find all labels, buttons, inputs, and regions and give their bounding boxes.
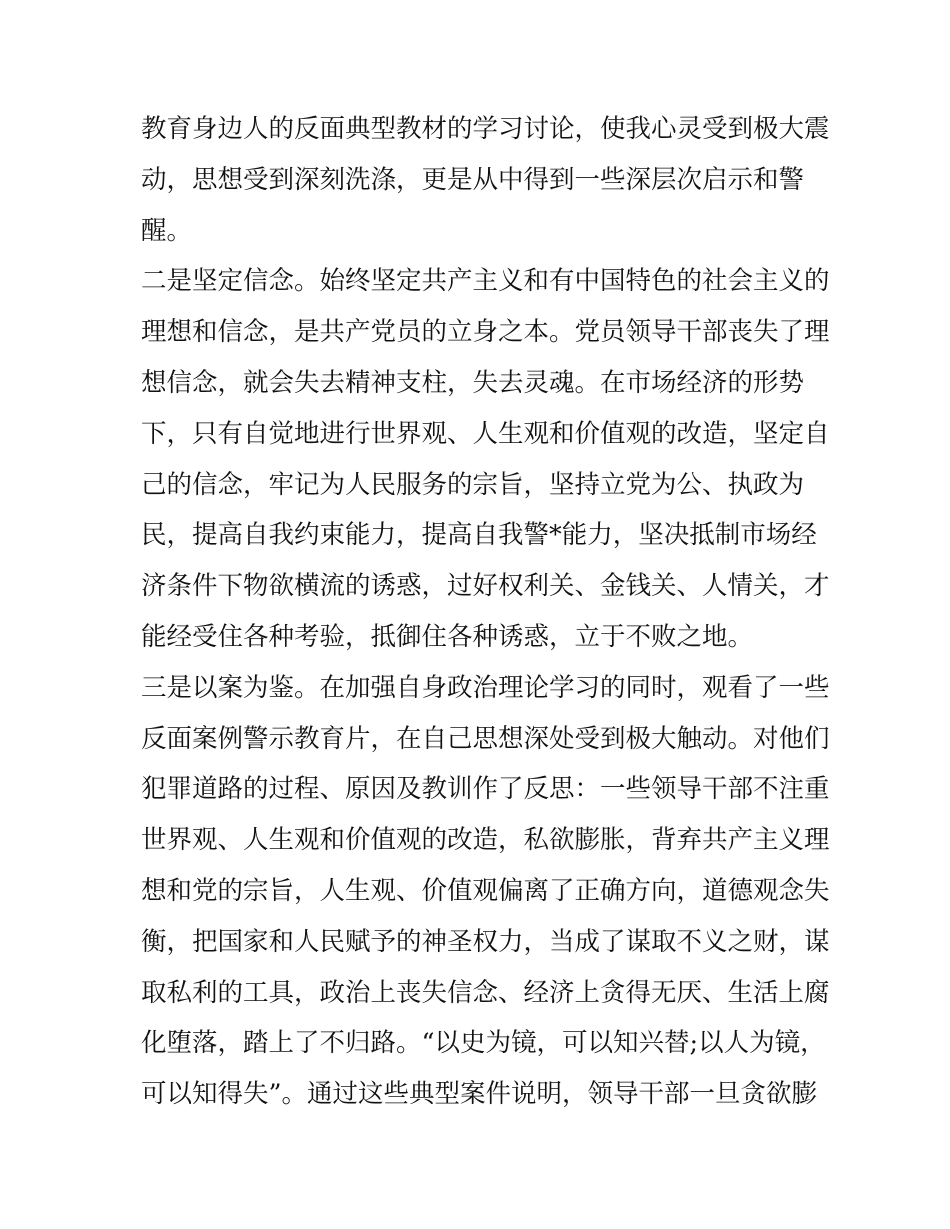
text-line: 想信念，就会失去精神支柱，失去灵魂。在市场经济的形势 [141, 367, 805, 398]
body-text [141, 104, 830, 1120]
text-line: 理想和信念，是共产党员的立身之本。党员领导干部丧失了理 [141, 317, 830, 348]
text-line: 己的信念，牢记为人民服务的宗旨，坚持立党为公、执政为 [141, 469, 805, 500]
text-line: 二是坚定信念。始终坚定共产主义和有中国特色的社会主义的 [141, 266, 830, 297]
text-line: 教育身边人的反面典型教材的学习讨论，使我心灵受到极大震 [141, 114, 830, 144]
text-line: 反面案例警示教育片，在自己思想深处受到极大触动。对他们 [141, 723, 830, 754]
text-line: 济条件下物欲横流的诱惑，过好权利关、金钱关、人情关，才 [141, 571, 830, 602]
text-line: 醒。 [141, 215, 193, 246]
text-line: 能经受住各种考验，抵御住各种诱惑，立于不败之地。 [141, 621, 754, 652]
text-line: 取私利的工具，政治上丧失信念、经济上贪得无厌、生活上腐 [141, 977, 830, 1008]
text-line: 可以知得失”。通过这些典型案件说明，领导干部一旦贪欲膨 [141, 1079, 818, 1110]
text-line: 犯罪道路的过程、原因及教训作了反思：一些领导干部不注重 [141, 774, 830, 805]
text-line: 世界观、人生观和价值观的改造，私欲膨胀，背弃共产主义理 [141, 825, 830, 856]
text-line: 三是以案为鉴。在加强自身政治理论学习的同时，观看了一些 [141, 672, 830, 703]
text-line: 下，只有自觉地进行世界观、人生观和价值观的改造，坚定自 [141, 418, 830, 449]
text-line: 衡，把国家和人民赋予的神圣权力，当成了谋取不义之财，谋 [141, 926, 830, 957]
text-line: 动，思想受到深刻洗涤，更是从中得到一些深层次启示和警 [141, 164, 805, 195]
text-line: 民，提高自我约束能力，提高自我警*能力，坚决抵制市场经 [141, 520, 817, 551]
text-line: 化堕落，踏上了不归路。“以史为镜，可以知兴替;以人为镜， [141, 1028, 826, 1059]
text-line: 想和党的宗旨，人生观、价值观偏离了正确方向，道德观念失 [141, 875, 830, 906]
